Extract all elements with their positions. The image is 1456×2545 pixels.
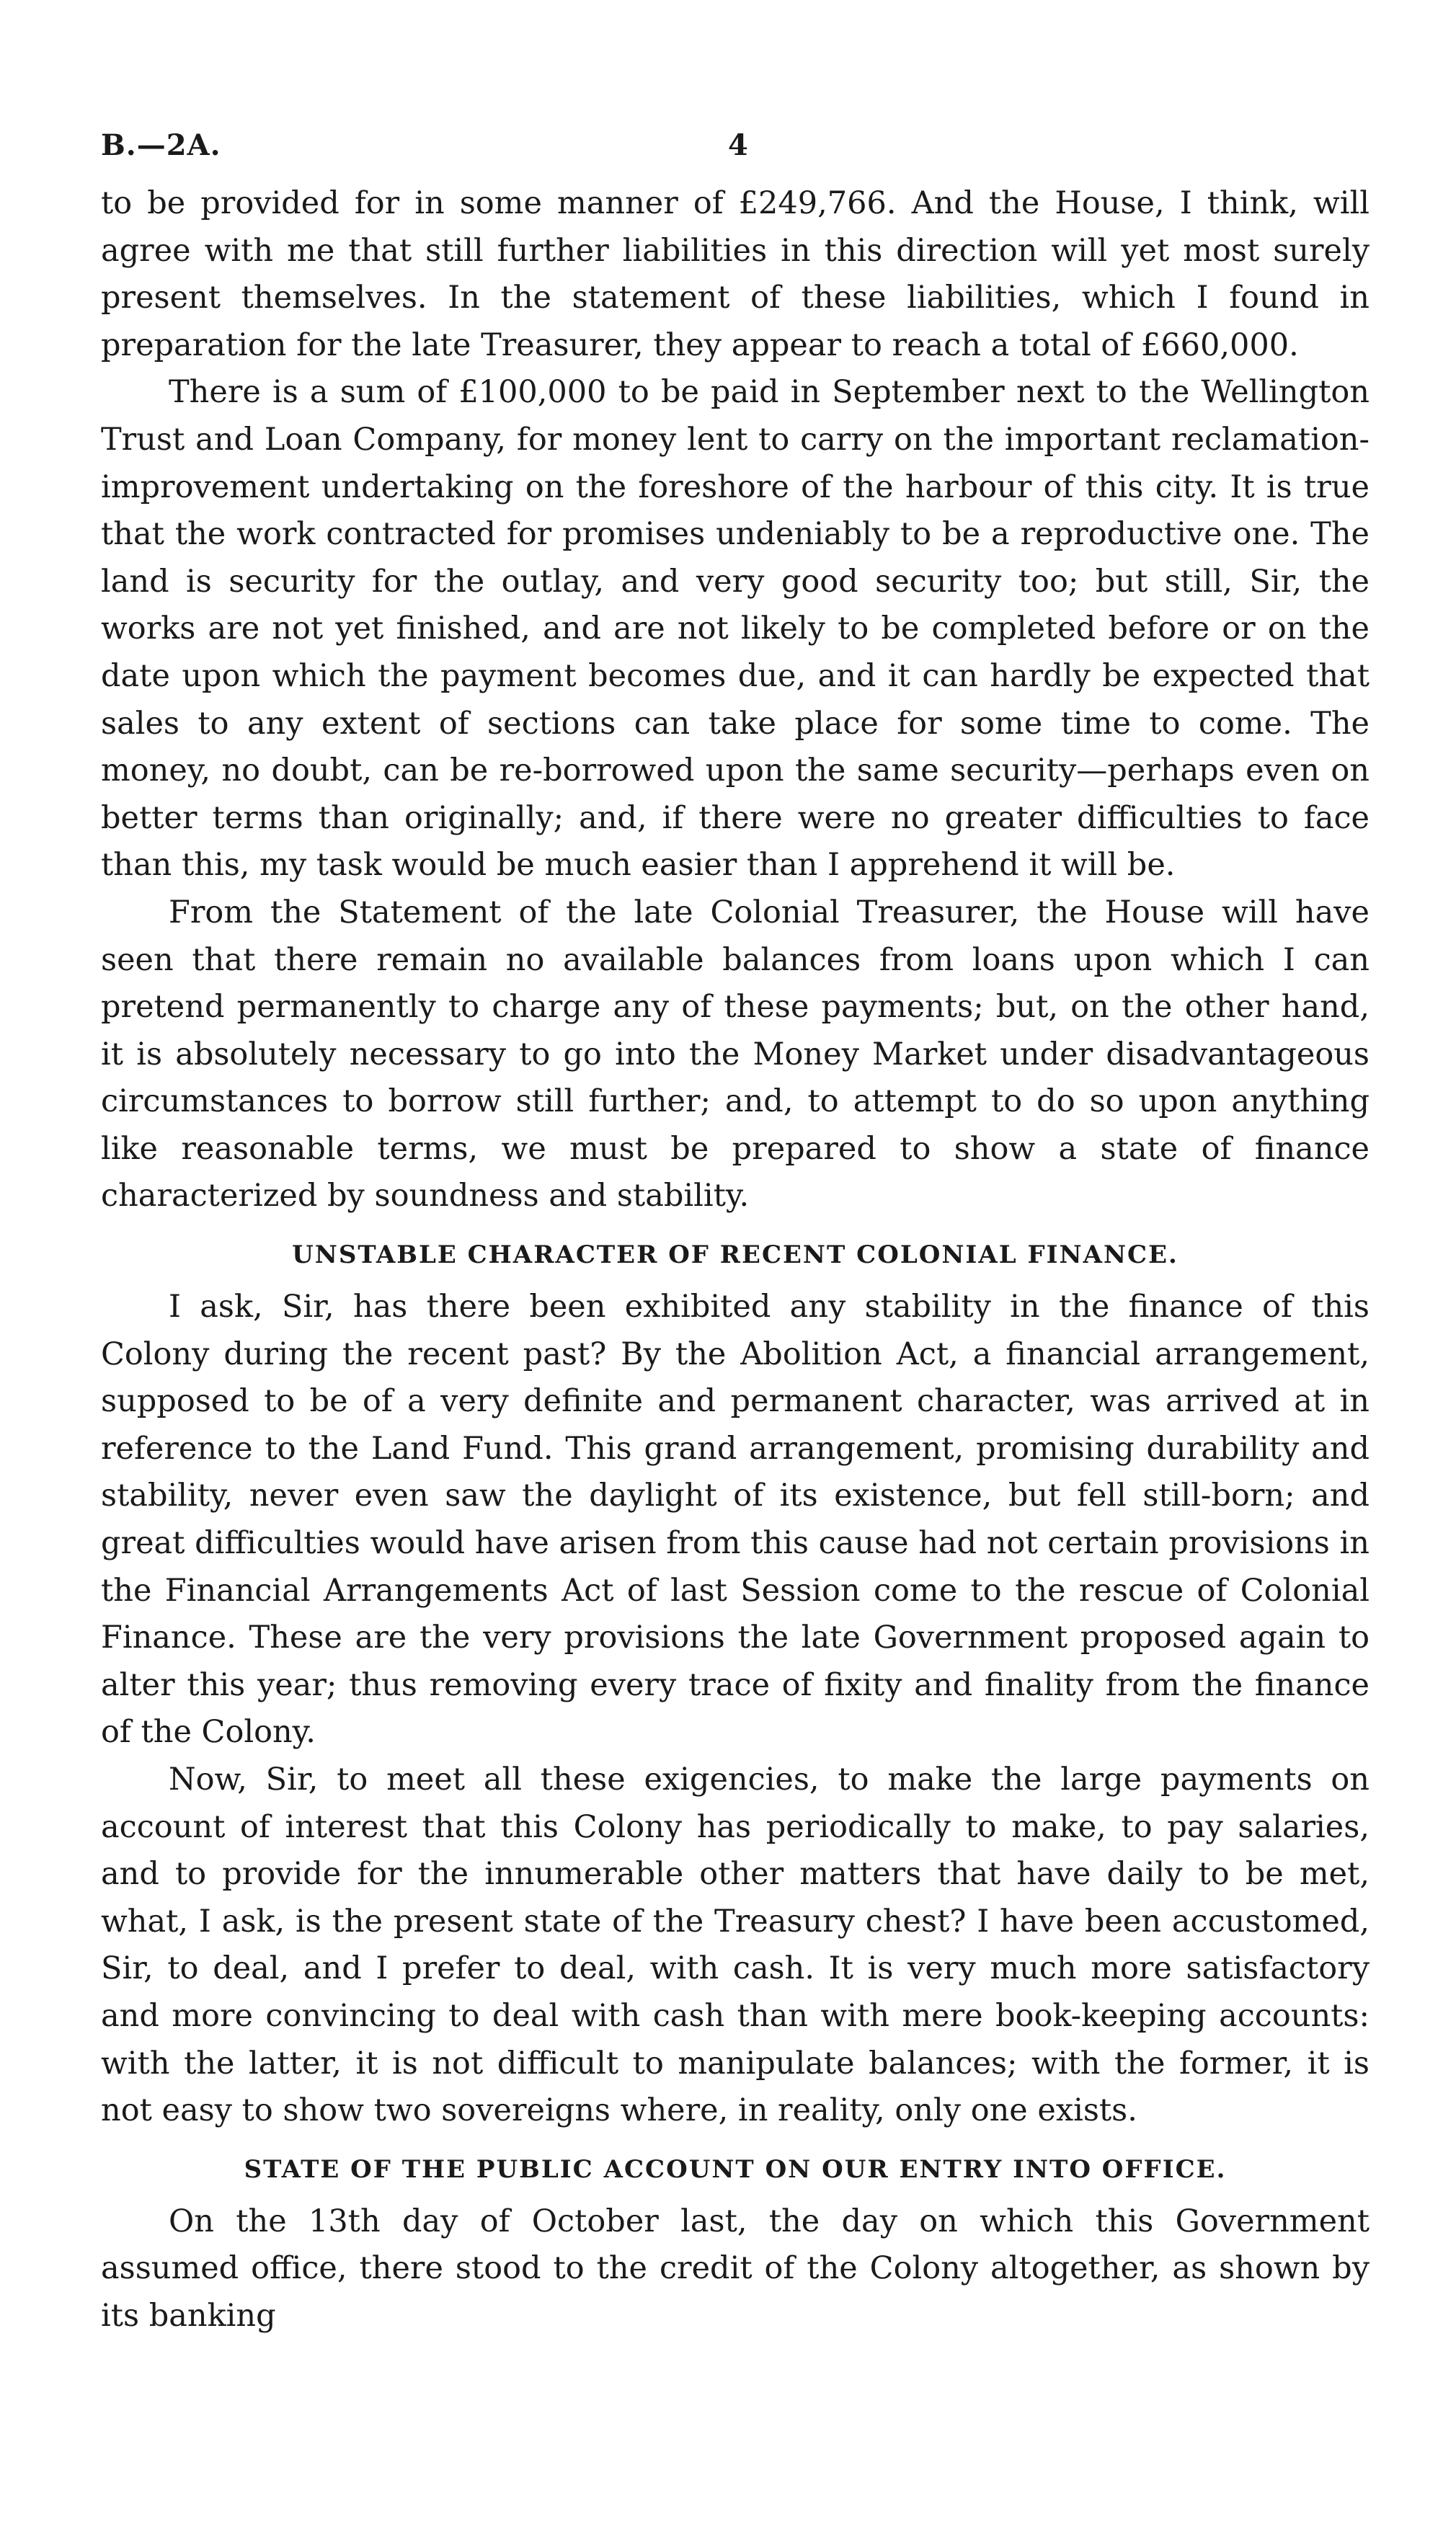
paragraph-october-credit: On the 13th day of October last, the day on which this Government assumed office, there stood to the credit of the Colony altogether, as shown by its banking xyxy=(101,2203,1370,2334)
paragraph-treasurer-statement: From the Statement of the late Colonial Treasurer, the House will have seen that there remain no available balances from loans upon which I can pretend permanently to charge any of these payments; but, on the other hand, it is absolutely necessary to go into the Money Market under disadvantageous circumstances to borrow still further; and, to attempt to do so upon anything like reasonable terms, we must be prepared to show a state of finance characterized by soundness and stability. xyxy=(101,894,1370,1214)
paragraph-stability-question: I ask, Sir, has there been exhibited any stability in the finance of this Colony during the recent past? By the Abolition Act, a financial arrangement, supposed to be of a very definite and permanent character, was arrived at in reference to the Land Fund. This grand arrangement, promising durability and stability, never even saw the daylight of its existence, but fell still-born; and great difficulties would have arisen from this cause had not certain provisions in the Financial Arrangements Act of last Session come to the rescue of Colonial Finance. These are the very provisions the late Government proposed again to alter this year; thus removing every trace of fixity and finality from the finance of the Colony. xyxy=(101,1289,1370,1751)
page-number: 4 xyxy=(728,128,748,162)
paragraph-continuation: to be provided for in some manner of £249,766. And the House, I think, will agree with me that still further liabilities in this direction will yet most surely present themselves. In the statement of these liabilities, which I found in preparation for the late Treasurer, they appear to reach a total of £660,000. xyxy=(101,185,1370,363)
running-header xyxy=(101,128,1370,172)
body-text xyxy=(101,180,1370,2340)
document-reference: B.—2A. xyxy=(101,128,221,162)
section-heading-public-account: STATE OF THE PUBLIC ACCOUNT ON OUR ENTRY INTO OFFICE. xyxy=(244,2154,1227,2184)
section-heading-unstable-finance: UNSTABLE CHARACTER OF RECENT COLONIAL FINANCE. xyxy=(292,1240,1178,1270)
paragraph-treasury-chest: Now, Sir, to meet all these exigencies, to make the large payments on account of interest that this Colony has periodically to make, to pay salaries, and to provide for the innumerable other matters that have daily to be met, what, I ask, is the present state of the Treasury chest? I have been accustomed, Sir, to deal, and I prefer to deal, with cash. It is very much more satisfactory and more convincing to deal with cash than with mere book-keeping accounts: with the latter, it is not difficult to manipulate balances; with the former, it is not easy to show two sovereigns where, in reality, only one exists. xyxy=(101,1762,1370,2129)
paragraph-wellington-loan: There is a sum of £100,000 to be paid in September next to the Wellington Trust and Loan Company, for money lent to carry on the important reclamation-improvement undertaking on the foreshore of the harbour of this city. It is true that the work contracted for promises undeniably to be a reproductive one. The land is security for the outlay, and very good security too; but still, Sir, the works are not yet finished, and are not likely to be completed before or on the date upon which the payment becomes due, and it can hardly be expected that sales to any extent of sections can take place for some time to come. The money, no doubt, can be re-borrowed upon the same security—perhaps even on better terms than originally; and, if there were no greater difficulties to face than this, my task would be much easier than I apprehend it will be. xyxy=(101,374,1370,884)
